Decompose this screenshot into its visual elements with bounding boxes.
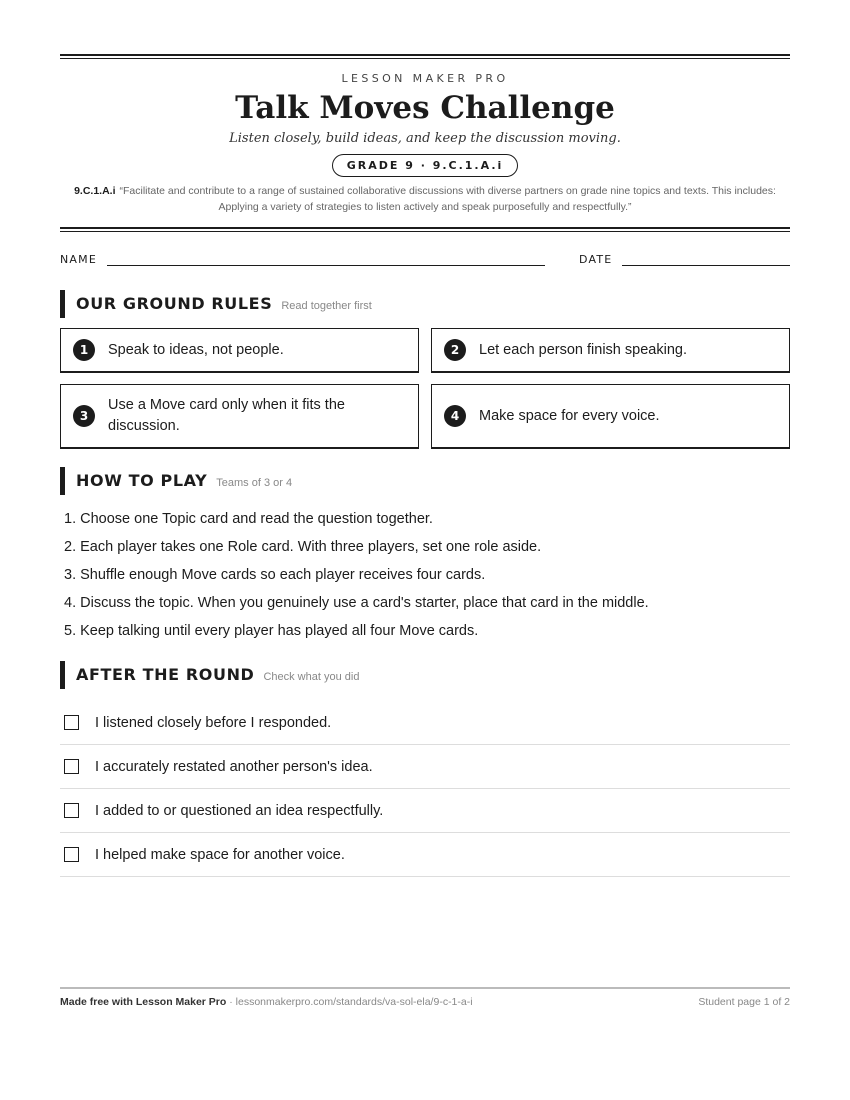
how-to-play-title: HOW TO PLAY [76, 471, 208, 490]
date-field[interactable] [622, 253, 790, 266]
checkbox[interactable] [64, 847, 79, 862]
name-field[interactable] [107, 253, 545, 266]
checklist-item [60, 745, 790, 789]
header-bottom-rule [60, 227, 790, 232]
footer-url: · lessonmakerpro.com/standards/va-sol-ela/9-c-1-a-i [226, 996, 473, 1008]
ground-rules-title: OUR GROUND RULES [76, 294, 273, 313]
after-round-note: Check what you did [263, 671, 360, 683]
checkbox[interactable] [64, 759, 79, 774]
checklist-item-label: I accurately restated another person's idea. [95, 758, 373, 775]
ground-rules-note: Read together first [281, 300, 372, 312]
footer-made-with: Made free with Lesson Maker Pro [60, 996, 227, 1008]
rule-text: Make space for every voice. [479, 407, 660, 424]
footer-page-number: Student page 1 of 2 [698, 996, 790, 1008]
after-round-checklist [60, 701, 790, 877]
brand-name: LESSON MAKER PRO [341, 72, 509, 85]
rule-text: Use a Move card only when it fits the discussion. [108, 397, 345, 434]
how-to-play-heading [60, 467, 790, 495]
rule-number-badge: 1 [73, 339, 95, 361]
ground-rule-card [431, 328, 790, 373]
after-round-title: AFTER THE ROUND [76, 665, 255, 684]
list-item: 4. Discuss the topic. When you genuinely use a card's starter, place that card in the middle. [64, 595, 649, 611]
rule-number-badge: 2 [444, 339, 466, 361]
list-item: 2. Each player takes one Role card. With three players, set one role aside. [64, 539, 542, 555]
rule-number-badge: 3 [73, 405, 95, 427]
ground-rules-grid [60, 328, 790, 449]
checklist-item [60, 701, 790, 745]
ground-rule-card [431, 384, 790, 449]
rule-number-badge: 4 [444, 405, 466, 427]
date-label: DATE [579, 253, 613, 266]
ground-rule-card [60, 384, 419, 449]
ground-rule-card [60, 328, 419, 373]
page-footer [60, 987, 790, 1008]
checklist-item [60, 789, 790, 833]
standard-code: 9.C.1.A.i [74, 185, 116, 197]
how-to-play-steps [60, 505, 790, 645]
checkbox[interactable] [64, 803, 79, 818]
worksheet-page [60, 54, 790, 877]
list-item: 5. Keep talking until every player has played all four Move cards. [64, 623, 479, 639]
ground-rules-heading [60, 290, 790, 318]
footer-credit [60, 996, 473, 1008]
standard-statement [60, 183, 790, 215]
list-item: 1. Choose one Topic card and read the question together. [64, 511, 433, 527]
list-item: 3. Shuffle enough Move cards so each player receives four cards. [64, 567, 486, 583]
checklist-item-label: I listened closely before I responded. [95, 714, 332, 731]
rule-text: Let each person finish speaking. [479, 341, 687, 358]
after-round-heading [60, 661, 790, 689]
checkbox[interactable] [64, 715, 79, 730]
name-date-row [60, 250, 790, 266]
checklist-item-label: I helped make space for another voice. [95, 846, 345, 863]
rule-text: Speak to ideas, not people. [108, 341, 284, 358]
header-top-rule [60, 54, 790, 59]
page-title: Talk Moves Challenge [235, 90, 615, 126]
name-label: NAME [60, 253, 97, 266]
checklist-item [60, 833, 790, 877]
standard-text: “Facilitate and contribute to a range of sustained collaborative discussions with diverse partners on grade nine topics and texts. This includes: Applying a variety of strategies to listen actively and speak purposefully and respectfully.” [119, 185, 776, 213]
checklist-item-label: I added to or questioned an idea respectfully. [95, 802, 384, 819]
grade-wrap [60, 154, 790, 177]
how-to-play-note: Teams of 3 or 4 [216, 477, 293, 489]
page-subtitle: Listen closely, build ideas, and keep the discussion moving. [229, 131, 621, 146]
grade-pill: GRADE 9 · 9.C.1.A.i [332, 154, 519, 177]
